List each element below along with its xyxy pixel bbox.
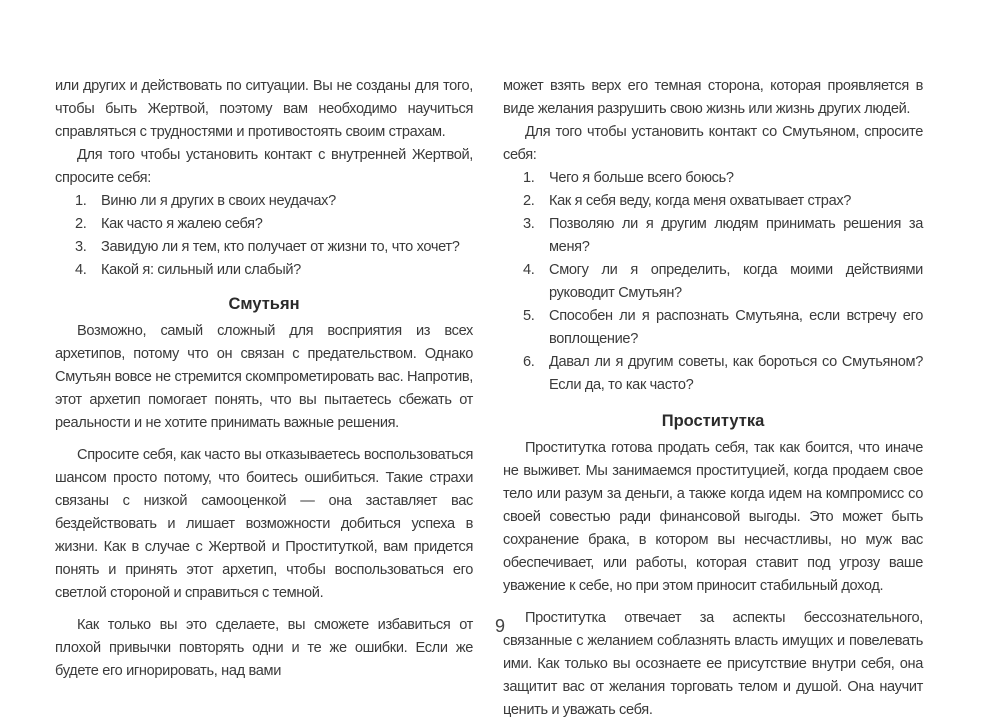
prostitute-paragraph-1: Проститутка готова продать себя, так как боится, что иначе не выживет. Мы занимаемся проституцией, когда продаем свое тело или разум за деньги, а также когда идем на компромисс со своей совестью ради финансовой выгоды. Это может быть сохранение брака, в котором вы несчастливы, но муж вас обеспечивает, или работы, которая ставит под угрозу ваше уважение к себе, но при этом приносит стабильный доход. bbox=[503, 440, 923, 594]
victim-questions-list bbox=[55, 190, 473, 282]
list-item: 5. Способен ли я распознать Смутьяна, если встречу его воплощение? bbox=[523, 308, 923, 347]
trickster-paragraph-2: Спросите себя, как часто вы отказываетесь воспользоваться шансом просто потому, что боитесь ошибиться. Такие страхи связаны с низкой самооценкой — она заставляет вас бездействовать и лишает возможности добиться успеха в жизни. Как в случае с Жертвой и Проституткой, вам придется понять и принять этот архетип, чтобы воспользоваться его светлой стороной и справиться с темной. bbox=[55, 447, 473, 601]
trickster-questions-list bbox=[503, 167, 923, 397]
section-heading-trickster: Смутьян bbox=[228, 295, 300, 313]
left-column bbox=[55, 75, 473, 683]
prostitute-paragraph-2: Проститутка отвечает за аспекты бессознательного, связанные с желанием соблазнять власть имущих и повелевать ими. Как только вы осознаете ее присутствие внутри себя, она защитит вас от желания торговать телом и душой. Она научит ценить и уважать себя. bbox=[503, 610, 923, 718]
list-item: 3. Позволяю ли я другим людям принимать решения за меня? bbox=[523, 216, 923, 255]
list-item: 1. Чего я больше всего боюсь? bbox=[523, 170, 734, 186]
page-number: 9 bbox=[494, 616, 505, 636]
list-item: 2. Как я себя веду, когда меня охватывает страх? bbox=[523, 193, 852, 209]
trickster-paragraph-3: Как только вы это сделаете, вы сможете избавиться от плохой привычки повторять одни и те же ошибки. Если же будете его игнорировать, над вами bbox=[55, 617, 473, 679]
section-heading-prostitute: Проститутка bbox=[661, 412, 765, 430]
list-item: 1. Виню ли я других в своих неудачах? bbox=[75, 193, 336, 209]
right-intro-paragraph: может взять верх его темная сторона, которая проявляется в виде желания разрушить свою жизнь или жизнь других людей. bbox=[503, 78, 923, 117]
list-item: 4. Какой я: сильный или слабый? bbox=[75, 262, 301, 278]
trickster-paragraph-1: Возможно, самый сложный для восприятия из всех архетипов, потому что он связан с предательством. Однако Смутьян вовсе не стремится скомпрометировать вас. Напротив, этот архетип помогает понять, что вы пытаетесь сбежать от реальности и не хотите принимать важные решения. bbox=[55, 323, 473, 431]
trickster-prompt: Для того чтобы установить контакт со Смутьяном, спросите себя: bbox=[503, 124, 923, 163]
list-item: 3. Завидую ли я тем, кто получает от жизни то, что хочет? bbox=[75, 239, 460, 255]
list-item: 6. Давал ли я другим советы, как бороться со Смутьяном? Если да, то как часто? bbox=[523, 354, 923, 393]
left-intro-paragraph: или других и действовать по ситуации. Вы не созданы для того, чтобы быть Жертвой, поэтому вам необходимо научиться справляться с трудностями и противостоять своим страхам. bbox=[55, 78, 473, 140]
list-item: 2. Как часто я жалею себя? bbox=[75, 216, 263, 232]
list-item: 4. Смогу ли я определить, когда моими действиями руководит Смутьян? bbox=[523, 262, 923, 301]
victim-prompt: Для того чтобы установить контакт с внутренней Жертвой, спросите себя: bbox=[55, 147, 473, 186]
